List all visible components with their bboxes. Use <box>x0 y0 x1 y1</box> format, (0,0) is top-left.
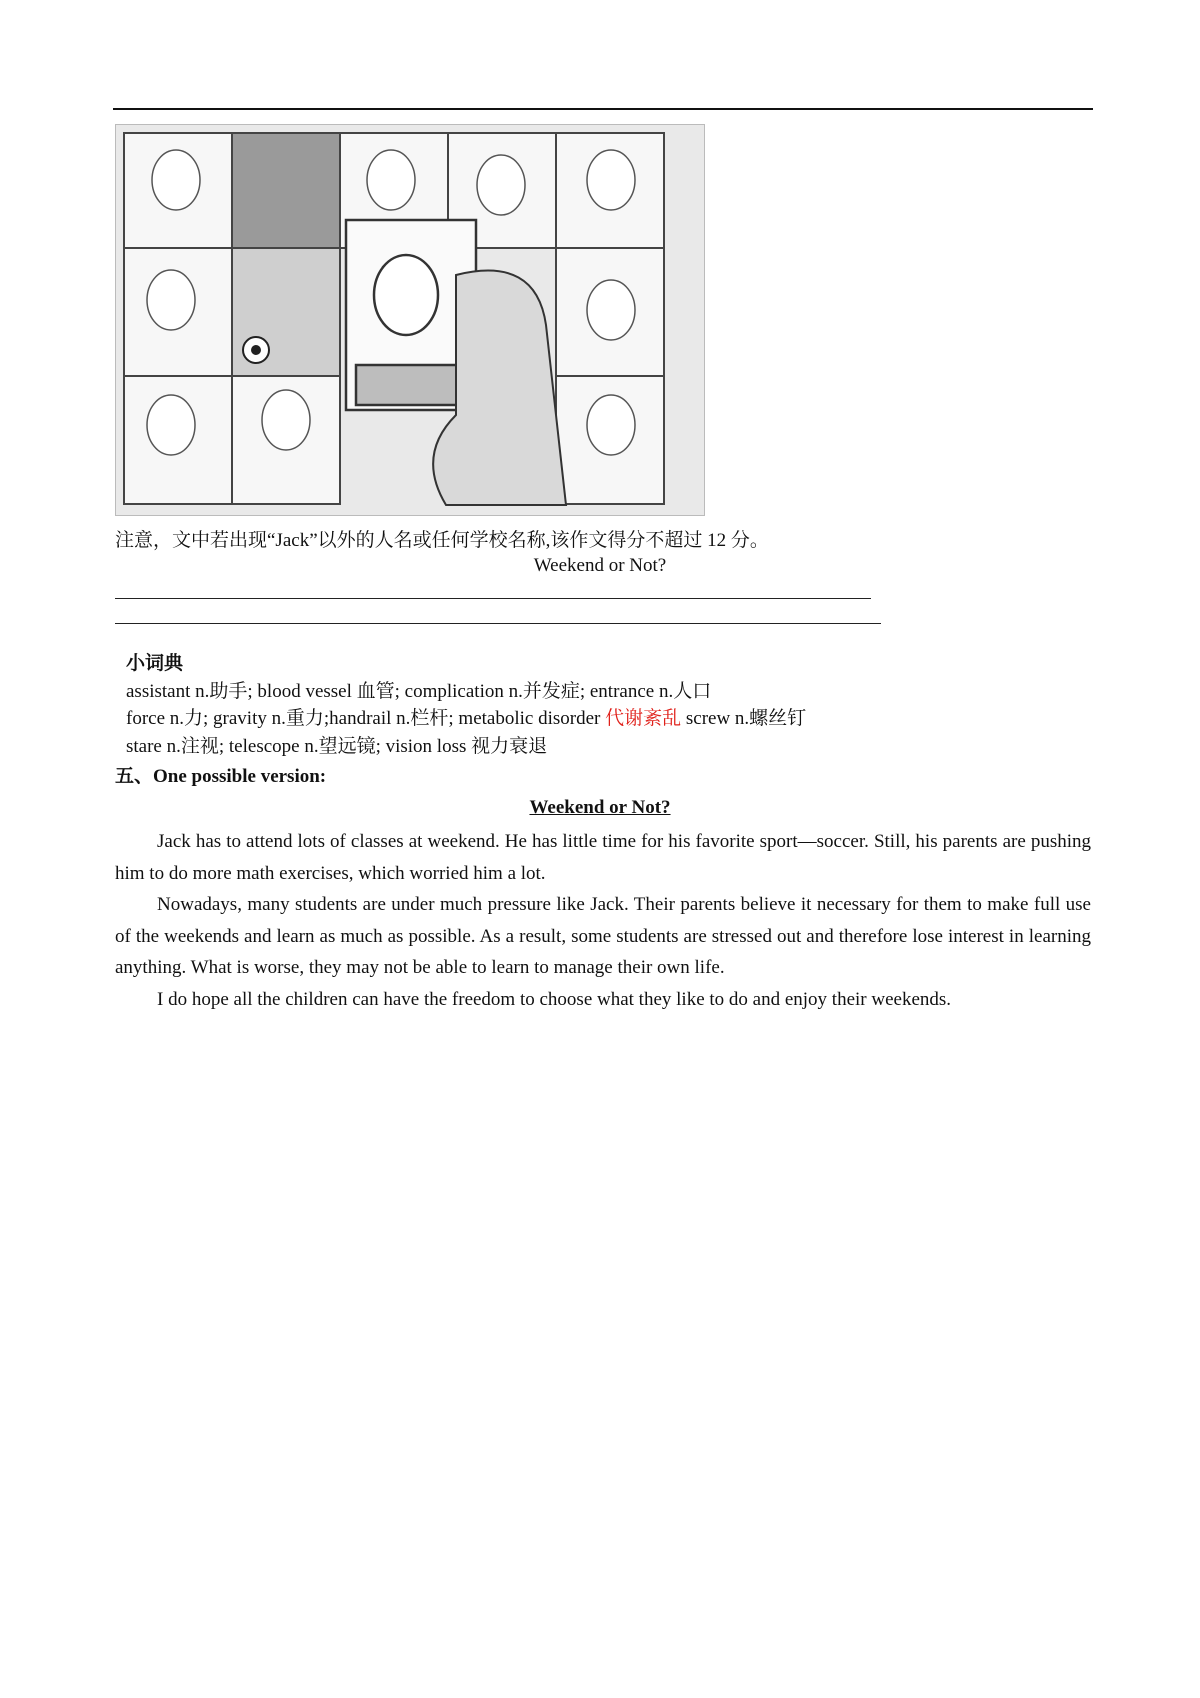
glossary-line <box>126 706 806 732</box>
sample-essay-title: Weekend or Not? <box>529 797 671 818</box>
glossary-heading: 小词典 <box>126 653 184 674</box>
answer-blank-line <box>115 623 881 624</box>
glossary-highlight: 代谢紊乱 <box>605 708 682 729</box>
puzzle-illustration <box>115 124 705 516</box>
glossary-text: force n.力; gravity n.重力;handrail n.栏杆; metabolic disorder <box>126 708 606 729</box>
puzzle-illustration-drawing <box>116 125 704 515</box>
header-rule <box>113 108 1093 110</box>
essay-prompt-title: Weekend or Not? <box>533 555 667 576</box>
essay-paragraph: Nowadays, many students are under much pressure like Jack. Their parents believe it necessary for them to make full use of the weekends and learn as much as possible. As a result, some students are stressed out and therefore lose interest in learning anything. What is worse, they may not be able to learn to manage their own life. <box>115 894 1091 978</box>
essay-paragraph: Jack has to attend lots of classes at weekend. He has little time for his favorite sport—soccer. Still, his parents are pushing him to do more math exercises, which worried him a lot. <box>115 831 1091 884</box>
glossary-line: assistant n.助手; blood vessel 血管; complication n.并发症; entrance n.人口 <box>126 681 712 702</box>
section-heading: 五、One possible version: <box>115 766 327 787</box>
essay-paragraph: I do hope all the children can have the freedom to choose what they like to do and enjoy their weekends. <box>157 989 952 1010</box>
glossary-text: screw n.螺丝钉 <box>681 708 807 729</box>
answer-blank-line <box>115 598 871 599</box>
writing-note: 注意，文中若出现“Jack”以外的人名或任何学校名称,该作文得分不超过 12 分。 <box>115 530 769 551</box>
glossary-line: stare n.注视; telescope n.望远镜; vision loss 视力衰退 <box>126 736 548 757</box>
